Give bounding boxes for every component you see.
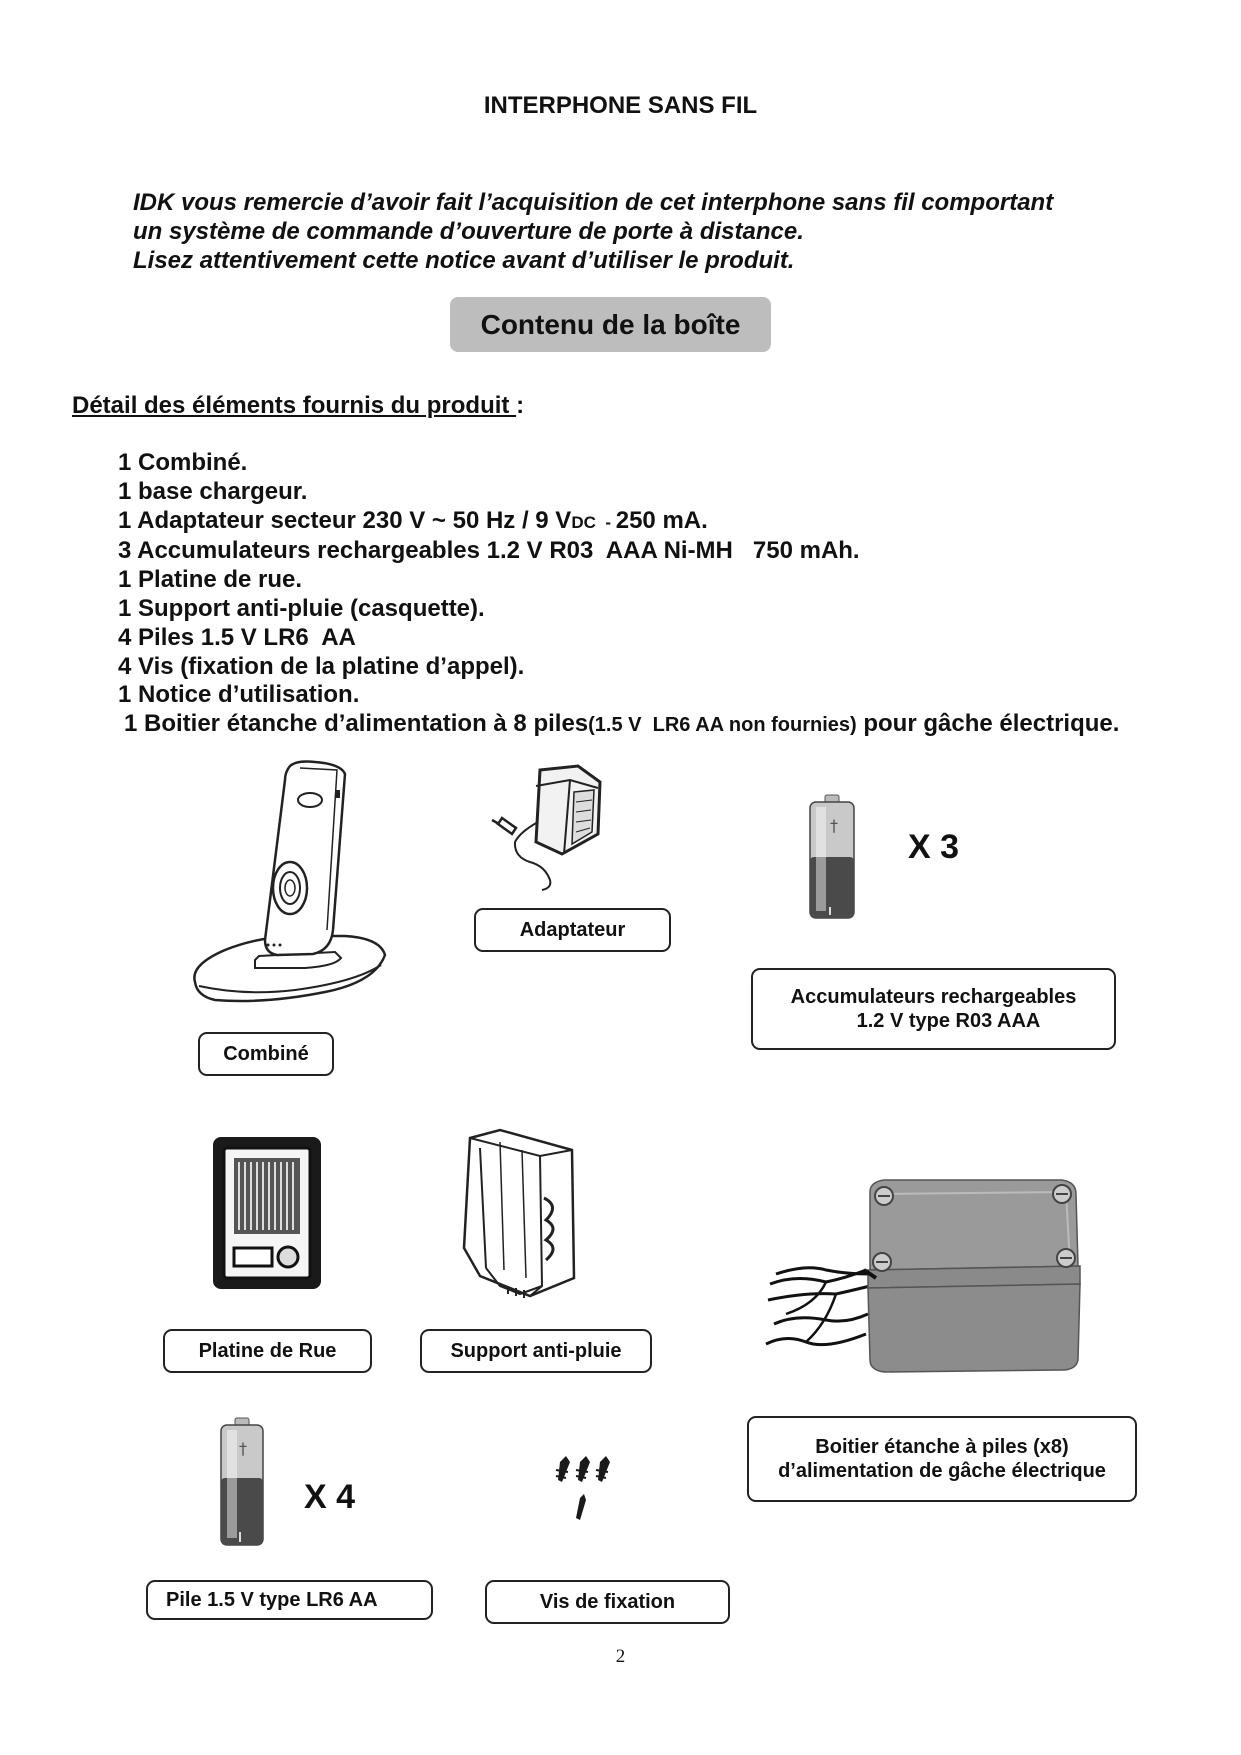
list-item: 1 Combiné. <box>118 449 248 476</box>
page-number: 2 <box>615 1646 626 1667</box>
section-title: Contenu de la boîte <box>480 308 741 340</box>
label-accumulators: Accumulateurs rechargeables 1.2 V type R03 AAA <box>751 968 1116 1050</box>
list-item: 4 Vis (fixation de la platine d’appel). <box>118 652 525 680</box>
section-title-box-contents <box>450 297 771 352</box>
detail-heading-text: Détail des éléments fournis du produit <box>72 392 517 419</box>
door-station-icon <box>212 1136 322 1290</box>
label-combine: Combiné <box>198 1032 334 1076</box>
label-street-panel: Platine de Rue <box>163 1329 372 1373</box>
list-item: 1 base chargeur. <box>118 477 308 505</box>
label-adapter: Adaptateur <box>474 908 671 952</box>
label-waterproof-box: Boitier étanche à piles (x8) d’alimentation de gâche électrique <box>747 1416 1137 1502</box>
detail-heading <box>72 392 524 420</box>
label-rain-cover: Support anti-pluie <box>420 1329 652 1373</box>
power-adapter-icon <box>490 762 610 892</box>
label-screws: Vis de fixation <box>485 1580 730 1624</box>
list-item: 3 Accumulateurs rechargeables 1.2 V R03 AAA Ni-MH 750 mAh. <box>118 537 860 565</box>
label-batteries: Pile 1.5 V type LR6 AA <box>146 1580 433 1620</box>
svg-text:†: † <box>239 1439 247 1458</box>
page-title: INTERPHONE SANS FIL <box>483 92 758 119</box>
multiplier-x4: X 4 <box>304 1478 356 1516</box>
intro-line-3: Lisez attentivement cette notice avant d’utiliser le produit. <box>133 247 795 274</box>
list-item: 1 Platine de rue. <box>118 566 303 594</box>
svg-text:†: † <box>830 816 838 835</box>
multiplier-x3: X 3 <box>908 828 960 866</box>
detail-heading-colon: : <box>516 392 525 419</box>
intro-line-2: un système de commande d’ouverture de porte à distance. <box>133 218 804 245</box>
list-item: 1 Support anti-pluie (casquette). <box>118 594 485 622</box>
battery-icon <box>806 795 858 923</box>
battery-icon <box>218 1418 266 1550</box>
list-item: 4 Piles 1.5 V LR6 AA <box>118 623 356 651</box>
handset-on-base-icon <box>185 760 395 1030</box>
intro-line-1: IDK vous remercie d’avoir fait l’acquisition de cet interphone sans fil comportant <box>133 189 1054 216</box>
contents-list <box>118 449 1119 740</box>
waterproof-box-icon <box>766 1174 1088 1374</box>
list-item-waterproof-box: 1 Boitier étanche d’alimentation à 8 piles(1.5 V LR6 AA non fournies) pour gâche électrique. <box>124 710 1120 738</box>
rain-cover-icon <box>460 1128 580 1300</box>
intro-paragraph <box>133 188 1053 275</box>
list-item: 1 Notice d’utilisation. <box>118 681 360 709</box>
list-item-adapter: 1 Adaptateur secteur 230 V ~ 50 Hz / 9 VDC - 250 mA. <box>118 506 708 534</box>
screws-icon <box>552 1454 628 1522</box>
